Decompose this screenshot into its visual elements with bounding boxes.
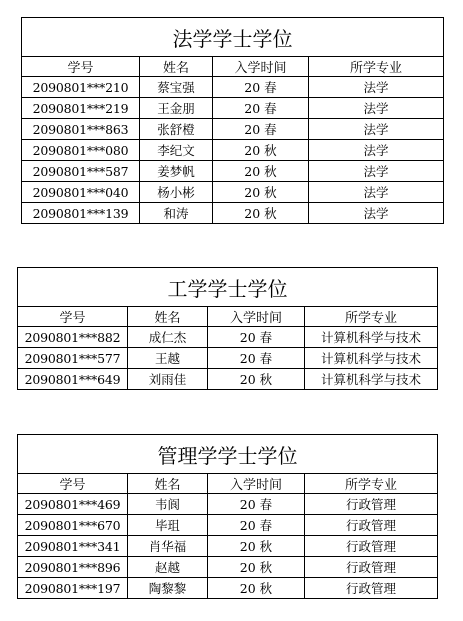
column-header-enrollment: 入学时间 — [208, 307, 305, 327]
table-row — [22, 161, 444, 182]
name-cell: 姜梦帆 — [140, 161, 213, 182]
enrollment-cell: 20 春 — [208, 515, 305, 536]
student-id-cell: 2090801***040 — [22, 182, 140, 203]
major-cell: 行政管理 — [305, 536, 438, 557]
student-id-cell: 2090801***577 — [18, 348, 128, 369]
table-title: 法学学士学位 — [22, 18, 444, 57]
table-row — [22, 203, 444, 224]
table-title: 管理学学士学位 — [18, 435, 438, 474]
table-row — [18, 557, 438, 578]
student-id-cell: 2090801***197 — [18, 578, 128, 599]
name-cell: 成仁杰 — [128, 327, 208, 348]
student-id-cell: 2090801***469 — [18, 494, 128, 515]
student-id-cell: 2090801***139 — [22, 203, 140, 224]
name-cell: 赵越 — [128, 557, 208, 578]
student-id-cell: 2090801***341 — [18, 536, 128, 557]
enrollment-cell: 20 秋 — [213, 182, 309, 203]
column-header-student-id: 学号 — [22, 57, 140, 77]
column-header-name: 姓名 — [128, 474, 208, 494]
table-header-row — [18, 474, 438, 494]
enrollment-cell: 20 秋 — [208, 536, 305, 557]
name-cell: 刘雨佳 — [128, 369, 208, 390]
enrollment-cell: 20 春 — [213, 77, 309, 98]
name-cell: 陶黎黎 — [128, 578, 208, 599]
major-cell: 行政管理 — [305, 578, 438, 599]
major-cell: 计算机科学与技术 — [305, 348, 438, 369]
major-cell: 计算机科学与技术 — [305, 327, 438, 348]
management-degree-table — [17, 434, 438, 599]
enrollment-cell: 20 秋 — [208, 369, 305, 390]
student-id-cell: 2090801***649 — [18, 369, 128, 390]
major-cell: 法学 — [309, 203, 444, 224]
name-cell: 蔡宝强 — [140, 77, 213, 98]
column-header-student-id: 学号 — [18, 474, 128, 494]
column-header-major: 所学专业 — [309, 57, 444, 77]
table-row — [22, 119, 444, 140]
student-id-cell: 2090801***210 — [22, 77, 140, 98]
name-cell: 肖华福 — [128, 536, 208, 557]
major-cell: 计算机科学与技术 — [305, 369, 438, 390]
student-id-cell: 2090801***882 — [18, 327, 128, 348]
enrollment-cell: 20 秋 — [213, 203, 309, 224]
enrollment-cell: 20 秋 — [208, 578, 305, 599]
enrollment-cell: 20 春 — [208, 494, 305, 515]
student-id-cell: 2090801***896 — [18, 557, 128, 578]
table-row — [18, 348, 438, 369]
major-cell: 行政管理 — [305, 494, 438, 515]
major-cell: 法学 — [309, 77, 444, 98]
table-title-row — [22, 18, 444, 57]
table-title: 工学学士学位 — [18, 268, 438, 307]
name-cell: 杨小彬 — [140, 182, 213, 203]
student-id-cell: 2090801***587 — [22, 161, 140, 182]
major-cell: 法学 — [309, 182, 444, 203]
enrollment-cell: 20 春 — [213, 98, 309, 119]
enrollment-cell: 20 春 — [208, 327, 305, 348]
column-header-major: 所学专业 — [305, 474, 438, 494]
enrollment-cell: 20 秋 — [208, 557, 305, 578]
table-header-row — [22, 57, 444, 77]
name-cell: 王越 — [128, 348, 208, 369]
column-header-student-id: 学号 — [18, 307, 128, 327]
name-cell: 王金朋 — [140, 98, 213, 119]
table-header-row — [18, 307, 438, 327]
name-cell: 毕珇 — [128, 515, 208, 536]
major-cell: 行政管理 — [305, 515, 438, 536]
table-row — [22, 77, 444, 98]
enrollment-cell: 20 春 — [213, 119, 309, 140]
column-header-enrollment: 入学时间 — [213, 57, 309, 77]
table-row — [18, 369, 438, 390]
enrollment-cell: 20 秋 — [213, 140, 309, 161]
enrollment-cell: 20 春 — [208, 348, 305, 369]
column-header-name: 姓名 — [140, 57, 213, 77]
table-title-row — [18, 268, 438, 307]
major-cell: 法学 — [309, 98, 444, 119]
major-cell: 法学 — [309, 161, 444, 182]
law-degree-table — [21, 17, 444, 224]
major-cell: 法学 — [309, 119, 444, 140]
student-id-cell: 2090801***670 — [18, 515, 128, 536]
column-header-major: 所学专业 — [305, 307, 438, 327]
name-cell: 韦阆 — [128, 494, 208, 515]
name-cell: 和涛 — [140, 203, 213, 224]
table-row — [18, 494, 438, 515]
major-cell: 行政管理 — [305, 557, 438, 578]
engineering-degree-table — [17, 267, 438, 390]
name-cell: 张舒橙 — [140, 119, 213, 140]
table-row — [22, 98, 444, 119]
table-row — [18, 327, 438, 348]
column-header-enrollment: 入学时间 — [208, 474, 305, 494]
table-row — [22, 182, 444, 203]
name-cell: 李纪文 — [140, 140, 213, 161]
table-row — [22, 140, 444, 161]
major-cell: 法学 — [309, 140, 444, 161]
student-id-cell: 2090801***080 — [22, 140, 140, 161]
student-id-cell: 2090801***863 — [22, 119, 140, 140]
column-header-name: 姓名 — [128, 307, 208, 327]
table-row — [18, 536, 438, 557]
enrollment-cell: 20 秋 — [213, 161, 309, 182]
table-title-row — [18, 435, 438, 474]
student-id-cell: 2090801***219 — [22, 98, 140, 119]
table-row — [18, 515, 438, 536]
table-row — [18, 578, 438, 599]
